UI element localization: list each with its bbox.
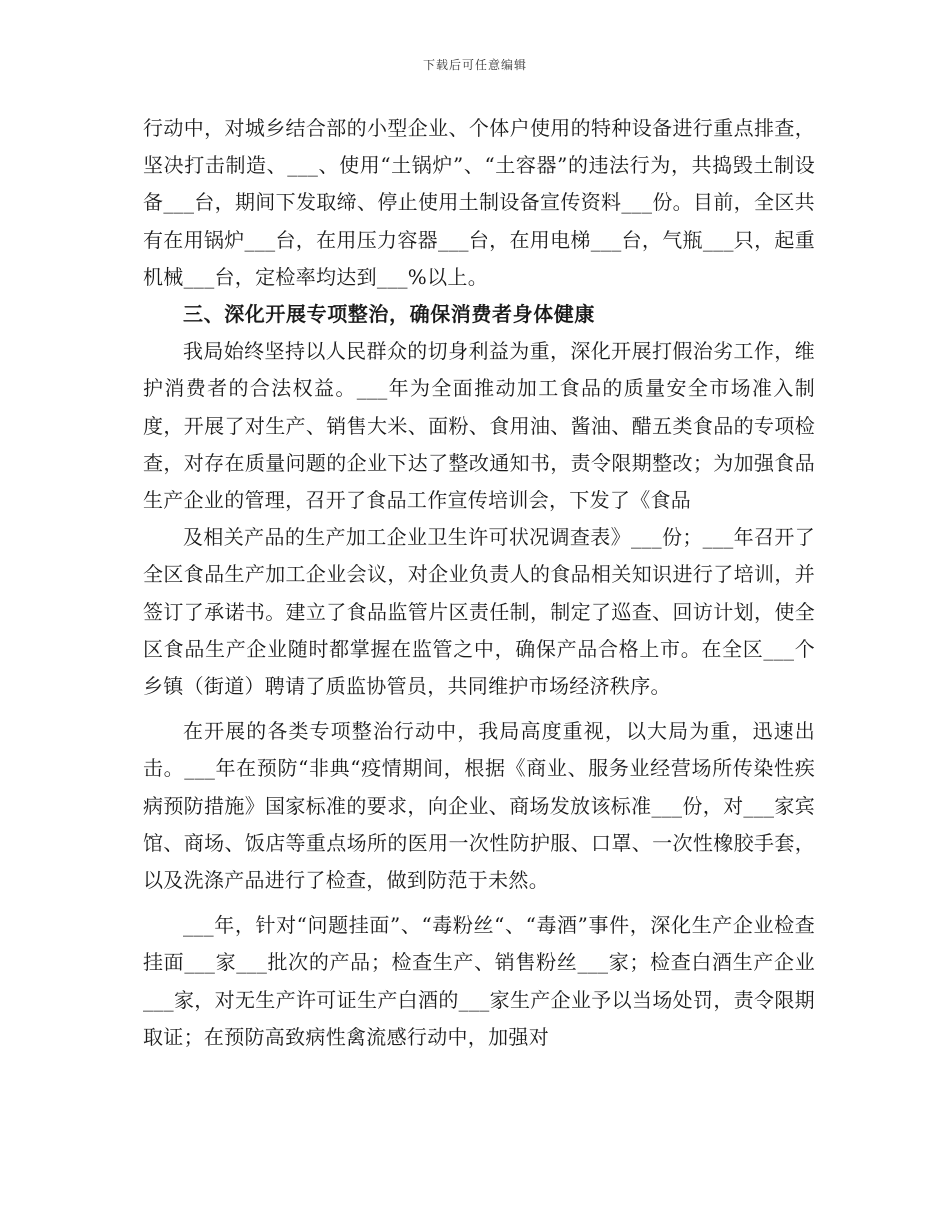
paragraph-food-enterprise: 及相关产品的生产加工企业卫生许可状况调查表》___份；___年召开了全区食品生产加工企业会议，对企业负责人的食品相关知识进行了培训，并签订了承诺书。建立了食品监管片区责任制，制定了巡查、回访计划，使全区食品生产企业随时都掌握在监管之中，确保产品合格上市。在全区___个乡镇（街道）聘请了质监协管员，共同维护市场经济秩序。 xyxy=(143,525,815,699)
section-heading: 三、深化开展专项整治，确保消费者身体健康 xyxy=(183,302,595,327)
document-body xyxy=(143,110,815,1056)
paragraph-special-rectification: 在开展的各类专项整治行动中，我局高度重视，以大局为重，迅速出击。___年在预防“非典“疫情期间，根据《商业、服务业经营场所传染性疾病预防措施》国家标准的要求，向企业、商场发放该标准___份，对___家宾馆、商场、饭店等重点场所的医用一次性防护服、口罩、一次性橡胶手套，以及洗涤产品进行了检查，做到防范于未然。 xyxy=(143,719,815,893)
paragraph-incident-response: ___年，针对“问题挂面”、“毒粉丝“、“毒酒”事件，深化生产企业检查挂面___家___批次的产品；检查生产、销售粉丝___家；检查白酒生产企业___家，对无生产许可证生产白酒的___家生产企业予以当场处罚，责令限期取证；在预防高致病性禽流感行动中，加强对 xyxy=(143,913,815,1049)
paragraph-food-inspection: 我局始终坚持以人民群众的切身利益为重，深化开展打假治劣工作，维护消费者的合法权益。___年为全面推动加工食品的质量安全市场准入制度，开展了对生产、销售大米、面粉、食用油、酱油、醋五类食品的专项检查，对存在质量问题的企业下达了整改通知书，责令限期整改；为加强食品生产企业的管理，召开了食品工作宣传培训会，下发了《食品 xyxy=(143,339,815,513)
paragraph-equipment-inspection: 行动中，对城乡结合部的小型企业、个体户使用的特种设备进行重点排查，坚决打击制造、___、使用“土锅炉”、“土容器”的违法行为，共捣毁土制设备___台，期间下发取缔、停止使用土制设备宣传资料___份。目前，全区共有在用锅炉___台，在用压力容器___台，在用电梯___台，气瓶___只，起重机械___台，定检率均达到___%以上。 xyxy=(143,116,815,289)
page-header: 下载后可任意编辑 xyxy=(422,58,527,72)
